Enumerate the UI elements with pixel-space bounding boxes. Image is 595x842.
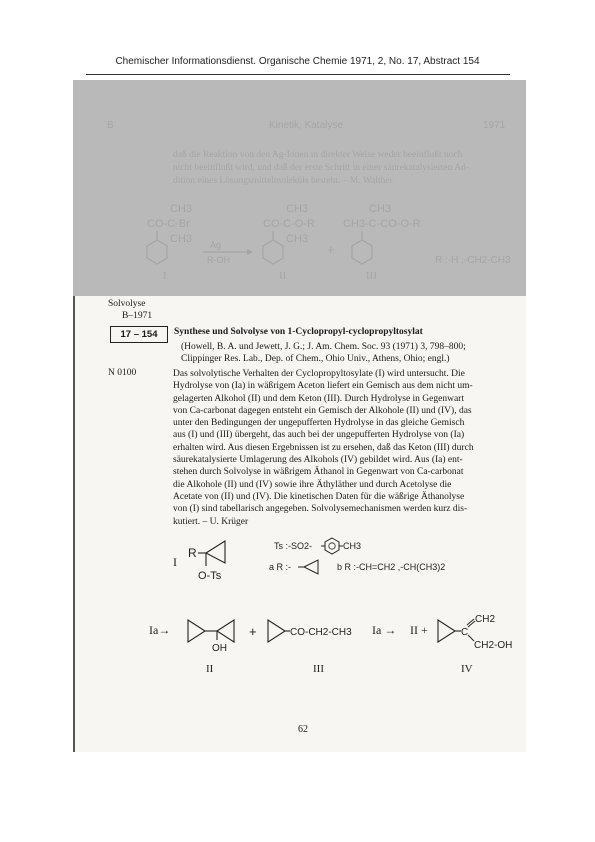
prev-r-definition: R :-H ,-CH2-CH3 <box>435 255 511 266</box>
benzene-icon <box>147 240 167 264</box>
ii-plus: II + <box>410 623 428 637</box>
label-OTs: O-Ts <box>198 570 222 582</box>
prev-ch3-5: CH3 <box>369 203 392 215</box>
prev-title: Kinetik, Katalyse <box>269 120 343 131</box>
prev-reagent-top: Ag <box>210 240 222 250</box>
label-compound-I: I <box>173 555 177 569</box>
prev-text-line: dition eines Lösungsmittelmoleküls besteht. – M. Walther <box>173 176 393 186</box>
prev-section: B <box>107 120 114 131</box>
citation <box>181 341 521 366</box>
category-code: B–1971 <box>122 311 153 321</box>
abstract-number-box: 17 – 154 <box>110 326 168 343</box>
body-line: gelagerten Alkohol (II) und dem Keton (III). Durch Hydrolyse in Gegenwart <box>173 393 464 404</box>
journal-header: Chemischer Informationsdienst. Organische Chemie 1971, 2, No. 17, Abstract 154 <box>115 56 480 67</box>
page-number: 62 <box>298 724 308 735</box>
category-label: Solvolyse <box>108 299 146 309</box>
prev-year: 1971 <box>483 120 506 131</box>
ketone-chain: CO-CH2-CH3 <box>290 627 352 638</box>
prev-roman-1: I <box>163 270 167 282</box>
iv-ch2oh: CH2-OH <box>474 640 513 651</box>
prev-group-1: CO-C-Br <box>147 218 190 230</box>
roman-IV: IV <box>461 663 473 675</box>
body-line: kutiert. – U. Krüger <box>173 516 249 527</box>
entry-title: Synthese und Solvolyse von 1-Cyclopropyl-cyclopropyltosylat <box>174 327 423 337</box>
classification-code: N 0100 <box>108 368 137 378</box>
ts-definition: Ts :-SO2- <box>274 541 313 551</box>
body-line: von Ca-carbonat dagegen entsteht ein Gemisch der Alkohole (II) und (IV), das <box>173 405 472 416</box>
citation-line: (Howell, B. A. und Jewett, J. G.; J. Am. Chem. Soc. 93 (1971) 3, 798–800; <box>181 342 466 352</box>
abstract-body <box>173 368 513 528</box>
body-line: säurekatalysierte Umlagerung des Alkohols (IV) gebildet wird. Aus (Ia) ent- <box>173 455 463 466</box>
prev-group-2: CO-C-O-R <box>263 218 315 230</box>
def-a: a R :- <box>269 562 292 572</box>
body-line: stehen durch Solvolyse in wäßrigem Äthanol in Gegenwart von Ca-carbonat <box>173 467 464 478</box>
prev-roman-3: III <box>366 270 377 282</box>
iv-c: C <box>461 627 469 638</box>
body-line: unter den Bedingungen der ungepufferten Hydrolyse in das gleiche Gemisch <box>173 418 465 429</box>
body-line: Das solvolytische Verhalten der Cyclopropyltosylate (I) wird untersucht. Die <box>173 369 465 379</box>
label-R: R <box>188 546 197 560</box>
header-rule <box>86 74 510 75</box>
prev-reagent-bottom: R-OH <box>207 255 230 265</box>
iv-ch2: CH2 <box>475 614 496 625</box>
prev-text-line: daß die Reaktion von den Ag-Ionen in direkter Weise weder beeinflußt noch <box>173 150 463 160</box>
ia-arrow-2: Ia → <box>372 623 397 637</box>
benzene-icon <box>352 240 372 264</box>
prev-text-line: nicht beeinflußt wird, und daß der erste Schritt in einer säurekatalysierten Ad- <box>173 163 469 173</box>
arrow-icon <box>247 249 253 255</box>
previous-entry-overlay <box>73 80 526 296</box>
body-line: Hydrolyse von (Ia) in wäßrigem Aceton liefert ein Gemisch aus dem nicht um- <box>173 381 473 392</box>
prev-ch3-4: CH3 <box>286 233 309 245</box>
prev-group-3: CH3-C-CO-O-R <box>343 218 421 230</box>
prev-ch3-2: CH3 <box>170 233 193 245</box>
body-line: erhalten wird. Aus diesen Ergebnissen ist zu ersehen, daß das Keton (III) durch <box>173 442 474 453</box>
plus-sign: + <box>249 624 257 639</box>
benzene-icon <box>263 240 283 264</box>
body-line: Acetate von (II) und (IV). Die kinetischen Daten für die wäßrige Äthanolyse <box>173 491 465 502</box>
ia-arrow-1: Ia→ <box>149 623 171 637</box>
prev-plus: + <box>327 242 335 257</box>
body-line: von (I) sind tabellarisch angegeben. Solvolysemechanismen werden kurz dis- <box>173 504 468 515</box>
prev-reaction-scheme <box>73 80 526 296</box>
prev-roman-2: II <box>279 270 287 282</box>
ts-ch3: CH3 <box>343 541 362 551</box>
roman-III: III <box>313 663 324 675</box>
body-line: aus (I) und (III) übergeht, das auch bei der ungepufferten Hydrolyse von (Ia) <box>173 430 465 441</box>
body-line: die Alkohole (II) und (IV) sowie ihre Äthyläther und durch Acetolyse die <box>173 479 452 490</box>
roman-II: II <box>206 663 214 675</box>
prev-ch3-3: CH3 <box>286 203 309 215</box>
def-b: b R :-CH=CH2 ,-CH(CH3)2 <box>337 562 446 572</box>
label-OH: OH <box>212 643 227 654</box>
citation-line: Clippinger Res. Lab., Dep. of Chem., Ohio Univ., Athens, Ohio; engl.) <box>181 354 450 365</box>
prev-ch3-1: CH3 <box>170 203 193 215</box>
